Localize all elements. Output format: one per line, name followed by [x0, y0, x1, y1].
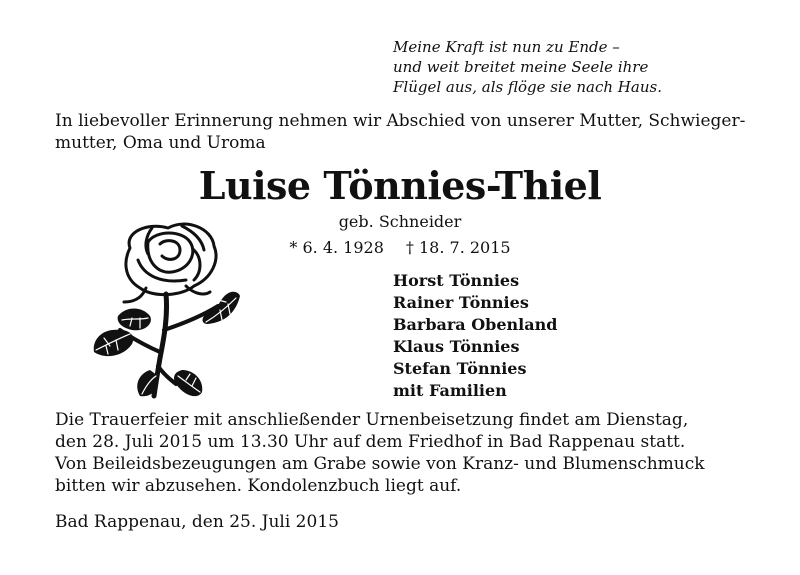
intro-line: mutter, Oma und Uroma: [55, 133, 266, 153]
mourner-families: mit Familien: [393, 381, 507, 400]
poem-quote: [393, 37, 662, 97]
intro-text: [55, 110, 755, 154]
service-line: Von Beileidsbezeugungen am Grabe sowie von Kranz- und Blumenschmuck: [55, 454, 705, 474]
place-and-date: Bad Rappenau, den 25. Juli 2015: [55, 512, 339, 532]
maiden-name: geb. Schneider: [338, 212, 462, 231]
poem-line: Meine Kraft ist nun zu Ende –: [393, 38, 620, 56]
deceased-name: Luise Tönnies-Thiel: [198, 163, 602, 208]
rose-icon: [90, 220, 242, 402]
intro-line: In liebevoller Erinnerung nehmen wir Abschied von unserer Mutter, Schwieger-: [55, 111, 746, 131]
mourner-name: Barbara Obenland: [393, 315, 558, 334]
birth-date: * 6. 4. 1928: [289, 238, 384, 257]
death-date: † 18. 7. 2015: [405, 238, 511, 257]
mourner-name: Klaus Tönnies: [393, 337, 520, 356]
service-line: bitten wir abzusehen. Kondolenzbuch liegt auf.: [55, 476, 462, 496]
service-info: [55, 409, 775, 497]
service-line: Die Trauerfeier mit anschließender Urnenbeisetzung findet am Dienstag,: [55, 410, 689, 430]
mourners-list: [393, 270, 557, 402]
poem-line: und weit breitet meine Seele ihre: [393, 58, 649, 76]
mourner-name: Rainer Tönnies: [393, 293, 529, 312]
mourner-name: Horst Tönnies: [393, 271, 520, 290]
poem-line: Flügel aus, als flöge sie nach Haus.: [393, 78, 662, 96]
service-line: den 28. Juli 2015 um 13.30 Uhr auf dem Friedhof in Bad Rappenau statt.: [55, 432, 686, 452]
mourner-name: Stefan Tönnies: [393, 359, 527, 378]
